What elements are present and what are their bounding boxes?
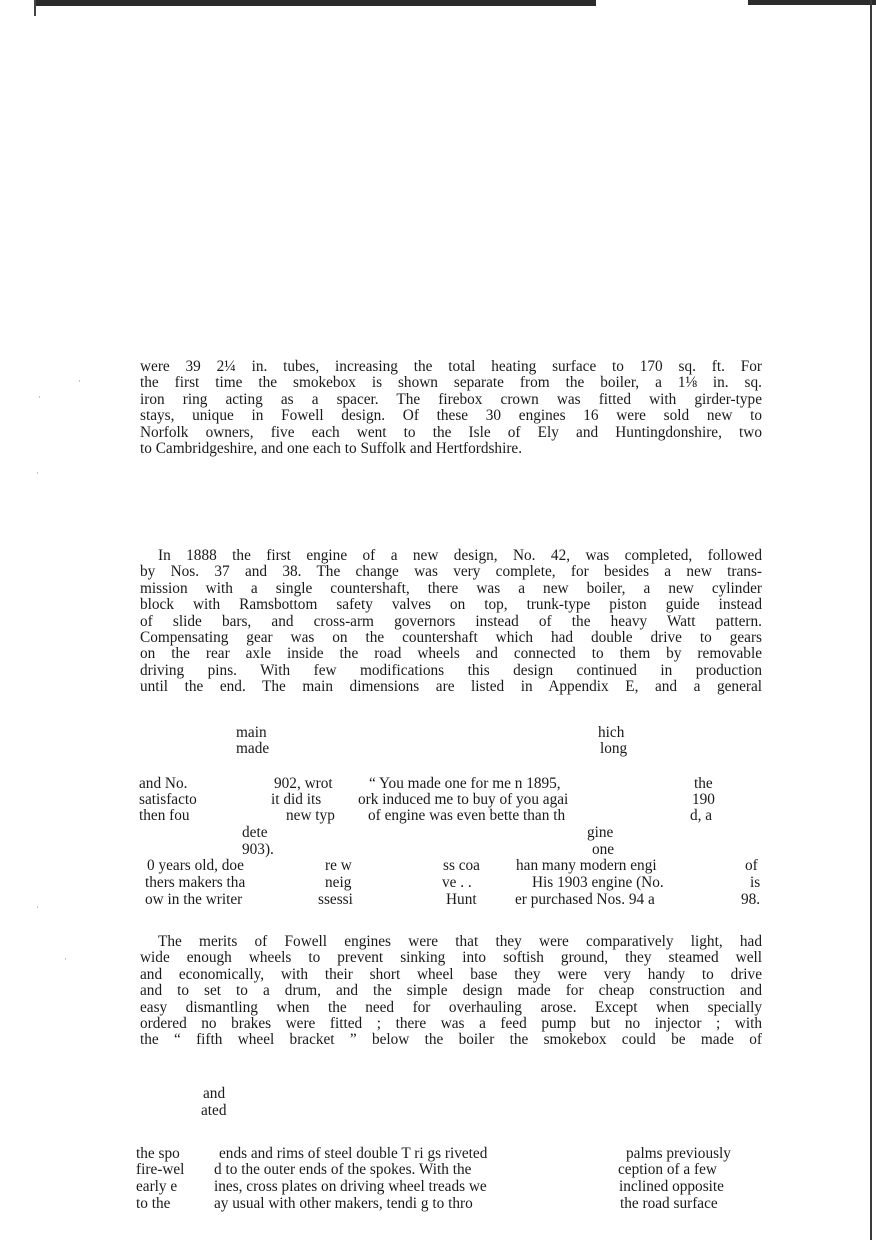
- text-fragment: one: [592, 841, 615, 858]
- text-line: were 39 2¼ in. tubes, increasing the total heating surface to 170 sq. ft. For: [140, 358, 762, 375]
- text-line: to Cambridgeshire, and one each to Suffolk and Hertfordshire.: [140, 440, 523, 458]
- text-line: on the rear axle inside the road wheels and connected to them by removable: [140, 645, 762, 663]
- text-fragment: ated: [201, 1102, 227, 1119]
- text-fragment: the: [694, 775, 713, 792]
- text-line: In 1888 the first engine of a new design, No. 42, was completed, followed: [158, 547, 762, 564]
- text-fragment: ends and rims of steel double T ri gs riveted: [219, 1145, 488, 1162]
- text-line: and to set to a drum, and the simple design made for cheap construction and: [140, 982, 762, 1000]
- text-line: driving pins. With few modifications this design continued in production: [140, 661, 762, 679]
- text-fragment: of: [745, 857, 758, 874]
- text-fragment: 190: [692, 791, 715, 808]
- text-fragment: ssessi: [318, 891, 353, 908]
- text-line: The merits of Fowell engines were that they were comparatively light, had: [158, 933, 762, 950]
- scan-edge-right: [870, 0, 872, 1240]
- text-fragment: 98.: [741, 891, 761, 908]
- scan-edge-left: [34, 0, 36, 16]
- text-fragment: dete: [242, 824, 268, 841]
- text-fragment: inclined opposite: [619, 1178, 724, 1195]
- text-line: and economically, with their short wheel base they were very handy to drive: [140, 965, 762, 983]
- text-fragment: ork induced me to buy of you agai: [358, 791, 569, 808]
- text-line: by Nos. 37 and 38. The change was very complete, for besides a new trans-: [140, 563, 762, 581]
- text-fragment: of engine was even bette than th: [368, 807, 566, 824]
- text-line: the “ fifth wheel bracket ” below the boiler the smokebox could be made of: [140, 1031, 762, 1049]
- text-fragment: gine: [587, 824, 614, 841]
- text-line: the first time the smokebox is shown separate from the boiler, a 1⅛ in. sq.: [140, 374, 762, 392]
- text-fragment: ss coa: [443, 857, 480, 874]
- scan-speck: ·: [78, 376, 81, 386]
- text-fragment: er purchased Nos. 94 a: [515, 891, 655, 908]
- text-fragment: d to the outer ends of the spokes. With the: [214, 1161, 472, 1178]
- text-fragment: main: [236, 724, 267, 741]
- text-fragment: han many modern engi: [516, 857, 657, 874]
- text-fragment: fire-wel: [136, 1161, 185, 1178]
- text-fragment: and No.: [139, 775, 188, 792]
- text-fragment: satisfacto: [139, 791, 197, 808]
- text-fragment: is: [750, 874, 761, 891]
- scan-speck: ·: [36, 468, 39, 478]
- text-line: Norfolk owners, five each went to the Isle of Ely and Huntingdonshire, two: [140, 423, 762, 441]
- scan-edge-top-right: [748, 0, 876, 5]
- text-fragment: neig: [325, 874, 352, 891]
- text-fragment: hich: [598, 724, 625, 741]
- text-fragment: re w: [325, 857, 352, 874]
- text-fragment: long: [600, 740, 628, 757]
- text-fragment: 902, wrot: [274, 775, 333, 792]
- text-line: of slide bars, and cross-arm governors instead of the heavy Watt pattern.: [140, 612, 762, 630]
- text-fragment: ow in the writer: [145, 891, 243, 908]
- text-line: easy dismantling when the need for overhauling arose. Except when specially: [140, 998, 762, 1016]
- text-line: block with Ramsbottom safety valves on top, trunk-type piston guide instead: [140, 596, 762, 614]
- text-fragment: His 1903 engine (No.: [532, 874, 664, 891]
- text-fragment: 903).: [242, 841, 274, 858]
- text-line: mission with a single countershaft, there was a new boiler, a new cylinder: [140, 579, 762, 597]
- text-fragment: made: [236, 740, 270, 757]
- scan-speck: ·: [64, 954, 67, 964]
- text-line: stays, unique in Fowell design. Of these 30 engines 16 were sold new to: [140, 407, 762, 425]
- text-fragment: it did its: [271, 791, 322, 808]
- text-fragment: and: [203, 1085, 226, 1102]
- paragraph-merits: [140, 934, 762, 1049]
- text-fragment: the road surface: [620, 1195, 718, 1212]
- text-fragment: d, a: [690, 807, 713, 824]
- text-line: iron ring acting as a spacer. The firebox crown was fitted with girder-type: [140, 390, 762, 408]
- text-fragment: the spo: [136, 1145, 180, 1162]
- paragraph-new-design-1888: [140, 548, 762, 696]
- scan-edge-top: [36, 0, 596, 6]
- text-fragment: to the: [136, 1195, 171, 1212]
- text-fragment: 0 years old, doe: [147, 857, 244, 874]
- text-fragment: ines, cross plates on driving wheel treads we: [214, 1178, 487, 1195]
- text-fragment: new typ: [286, 807, 335, 824]
- text-fragment: thers makers tha: [145, 874, 246, 891]
- text-fragment: “ You made one for me n 1895,: [369, 775, 561, 792]
- paragraph-boiler-details: [140, 359, 762, 457]
- text-fragment: early e: [136, 1178, 178, 1195]
- text-line: Compensating gear was on the countershaft which had double drive to gears: [140, 629, 762, 647]
- text-fragment: then fou: [139, 807, 190, 824]
- scan-speck: ·: [36, 902, 39, 912]
- text-fragment: ay usual with other makers, tendi g to thro: [214, 1195, 473, 1212]
- text-line: ordered no brakes were fitted ; there was a feed pump but no injector ; with: [140, 1015, 762, 1033]
- scan-speck: ·: [38, 392, 41, 402]
- text-fragment: ve . .: [442, 874, 472, 891]
- text-fragment: ception of a few: [618, 1161, 717, 1178]
- text-line: wide enough wheels to prevent sinking into softish ground, they steamed well: [140, 949, 762, 967]
- text-fragment: palms previously: [626, 1145, 731, 1162]
- text-line: until the end. The main dimensions are listed in Appendix E, and a general: [140, 678, 762, 696]
- text-fragment: Hunt: [446, 891, 477, 908]
